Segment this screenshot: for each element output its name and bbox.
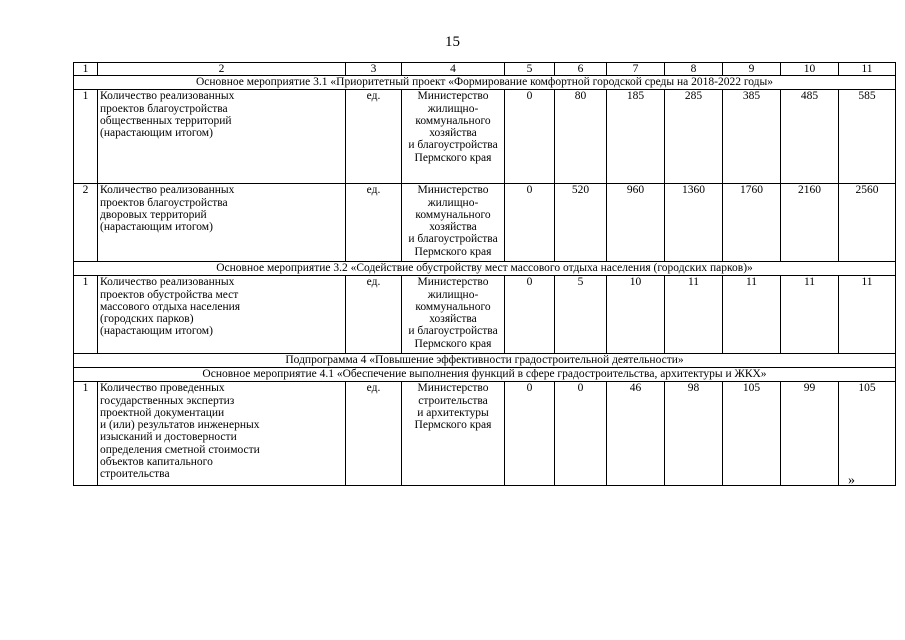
- header-cell: 8: [665, 63, 723, 76]
- section-title: Основное мероприятие 3.1 «Приоритетный проект «Формирование комфортной городской среды на 2018-2022 годы»: [74, 76, 896, 90]
- value-cell: 1760: [723, 184, 781, 262]
- indicator-name: Количество реализованных проектов обустройства мест массового отдыха населения (городских парков) (нарастающим итогом): [98, 276, 346, 354]
- header-cell: 11: [839, 63, 896, 76]
- unit-cell: ед.: [346, 90, 402, 184]
- table-row: [74, 90, 896, 184]
- row-number: 1: [74, 90, 98, 184]
- table-row: [74, 382, 896, 486]
- header-cell: 4: [402, 63, 505, 76]
- header-cell: 1: [74, 63, 98, 76]
- value-cell: 11: [665, 276, 723, 354]
- value-cell: 105: [839, 382, 896, 486]
- unit-cell: ед.: [346, 276, 402, 354]
- value-cell: 99: [781, 382, 839, 486]
- value-cell: 0: [505, 276, 555, 354]
- section-row: [74, 368, 896, 382]
- value-cell: 1360: [665, 184, 723, 262]
- section-row: [74, 76, 896, 90]
- value-cell: 385: [723, 90, 781, 184]
- responsible-org: Министерство строительства и архитектуры Пермского края: [402, 382, 505, 486]
- header-cell: 3: [346, 63, 402, 76]
- header-cell: 7: [607, 63, 665, 76]
- value-cell: 185: [607, 90, 665, 184]
- value-cell: 5: [555, 276, 607, 354]
- responsible-org: Министерство жилищно- коммунального хозяйства и благоустройства Пермского края: [402, 90, 505, 184]
- section-title: Основное мероприятие 3.2 «Содействие обустройству мест массового отдыха населения (городских парков)»: [74, 262, 896, 276]
- indicator-name: Количество проведенных государственных экспертиз проектной документации и (или) результатов инженерных изысканий и достоверности определения сметной стоимости объектов капитального строительства: [98, 382, 346, 486]
- row-number: 1: [74, 276, 98, 354]
- header-cell: 9: [723, 63, 781, 76]
- page-number: 15: [445, 34, 460, 50]
- indicators-table: [73, 62, 896, 486]
- value-cell: 0: [555, 382, 607, 486]
- table-header-row: [74, 63, 896, 76]
- header-cell: 5: [505, 63, 555, 76]
- value-cell: 11: [839, 276, 896, 354]
- value-cell: 485: [781, 90, 839, 184]
- section-title: Основное мероприятие 4.1 «Обеспечение выполнения функций в сфере градостроительства, архитектуры и ЖКХ»: [74, 368, 896, 382]
- value-cell: 80: [555, 90, 607, 184]
- value-cell: 2560: [839, 184, 896, 262]
- value-cell: 585: [839, 90, 896, 184]
- value-cell: 0: [505, 382, 555, 486]
- subprogram-row: [74, 354, 896, 368]
- row-number: 2: [74, 184, 98, 262]
- header-cell: 10: [781, 63, 839, 76]
- value-cell: 11: [781, 276, 839, 354]
- closing-quote-mark: »: [848, 473, 855, 488]
- value-cell: 46: [607, 382, 665, 486]
- table-row: [74, 276, 896, 354]
- value-cell: 520: [555, 184, 607, 262]
- section-row: [74, 262, 896, 276]
- header-cell: 6: [555, 63, 607, 76]
- table-row: [74, 184, 896, 262]
- value-cell: 98: [665, 382, 723, 486]
- value-cell: 285: [665, 90, 723, 184]
- indicator-name: Количество реализованных проектов благоустройства общественных территорий (нарастающим итогом): [98, 90, 346, 184]
- responsible-org: Министерство жилищно- коммунального хозяйства и благоустройства Пермского края: [402, 184, 505, 262]
- unit-cell: ед.: [346, 382, 402, 486]
- value-cell: 11: [723, 276, 781, 354]
- subprogram-title: Подпрограмма 4 «Повышение эффективности градостроительной деятельности»: [74, 354, 896, 368]
- value-cell: 0: [505, 90, 555, 184]
- value-cell: 0: [505, 184, 555, 262]
- row-number: 1: [74, 382, 98, 486]
- value-cell: 2160: [781, 184, 839, 262]
- value-cell: 960: [607, 184, 665, 262]
- responsible-org: Министерство жилищно- коммунального хозяйства и благоустройства Пермского края: [402, 276, 505, 354]
- unit-cell: ед.: [346, 184, 402, 262]
- value-cell: 105: [723, 382, 781, 486]
- value-cell: 10: [607, 276, 665, 354]
- indicator-name: Количество реализованных проектов благоустройства дворовых территорий (нарастающим итогом): [98, 184, 346, 262]
- header-cell: 2: [98, 63, 346, 76]
